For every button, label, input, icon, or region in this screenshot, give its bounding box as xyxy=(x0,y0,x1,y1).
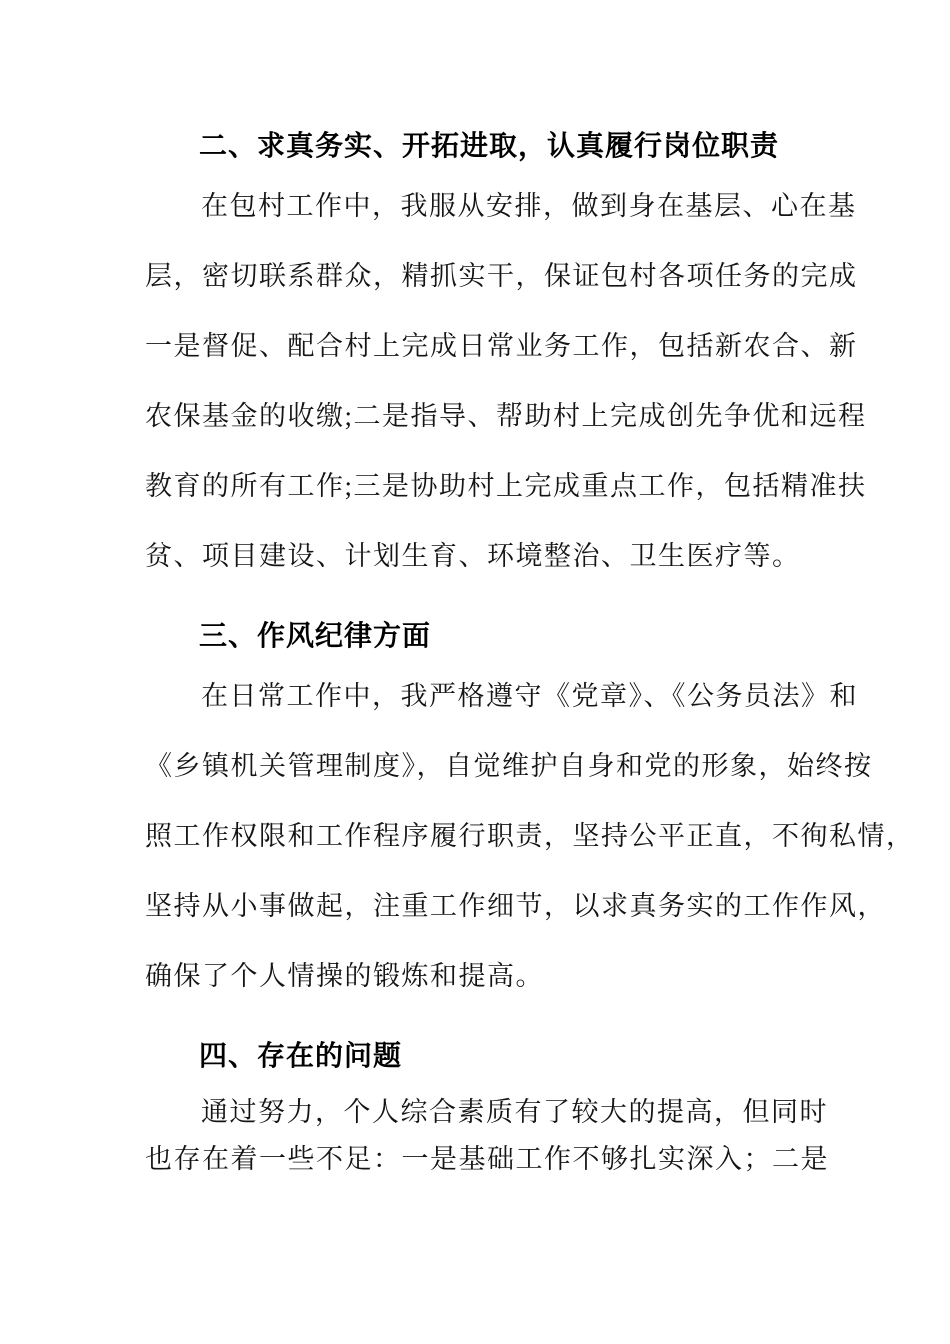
body-line: 在包村工作中，我服从安排，做到身在基层、心在基 xyxy=(201,190,857,221)
body-line: 层，密切联系群众，精抓实干，保证包村各项任务的完成 xyxy=(145,260,858,291)
paragraph-discipline xyxy=(145,658,915,1008)
body-line: 《乡镇机关管理制度》，自觉维护自身和党的形象，始终按 xyxy=(145,750,873,781)
section-heading-2: 二、求真务实、开拓进取，认真履行岗位职责 xyxy=(199,130,780,161)
body-line: 贫、项目建设、计划生育、环境整治、卫生医疗等。 xyxy=(145,540,801,571)
paragraph-problems xyxy=(145,1086,890,1180)
body-line: 农保基金的收缴;二是指导、帮助村上完成创先争优和远程 xyxy=(145,400,867,431)
body-line: 确保了个人情操的锻炼和提高。 xyxy=(145,960,544,991)
body-line: 一是督促、配合村上完成日常业务工作，包括新农合、新 xyxy=(145,330,858,361)
body-line: 也存在着一些不足：一是基础工作不够扎实深入；二是 xyxy=(145,1144,829,1174)
body-line: 坚持从小事做起，注重工作细节，以求真务实的工作作风， xyxy=(145,890,886,921)
body-line: 在日常工作中，我严格遵守《党章》、《公务员法》和 xyxy=(201,680,858,711)
section-heading-3: 三、作风纪律方面 xyxy=(199,620,432,651)
paragraph-duty xyxy=(145,168,890,588)
body-line: 照工作权限和工作程序履行职责，坚持公平正直，不徇私情， xyxy=(145,820,915,851)
body-line: 教育的所有工作;三是协助村上完成重点工作，包括精准扶 xyxy=(145,470,867,501)
section-heading-4: 四、存在的问题 xyxy=(199,1040,403,1071)
body-line: 通过努力，个人综合素质有了较大的提高，但同时 xyxy=(201,1097,828,1127)
